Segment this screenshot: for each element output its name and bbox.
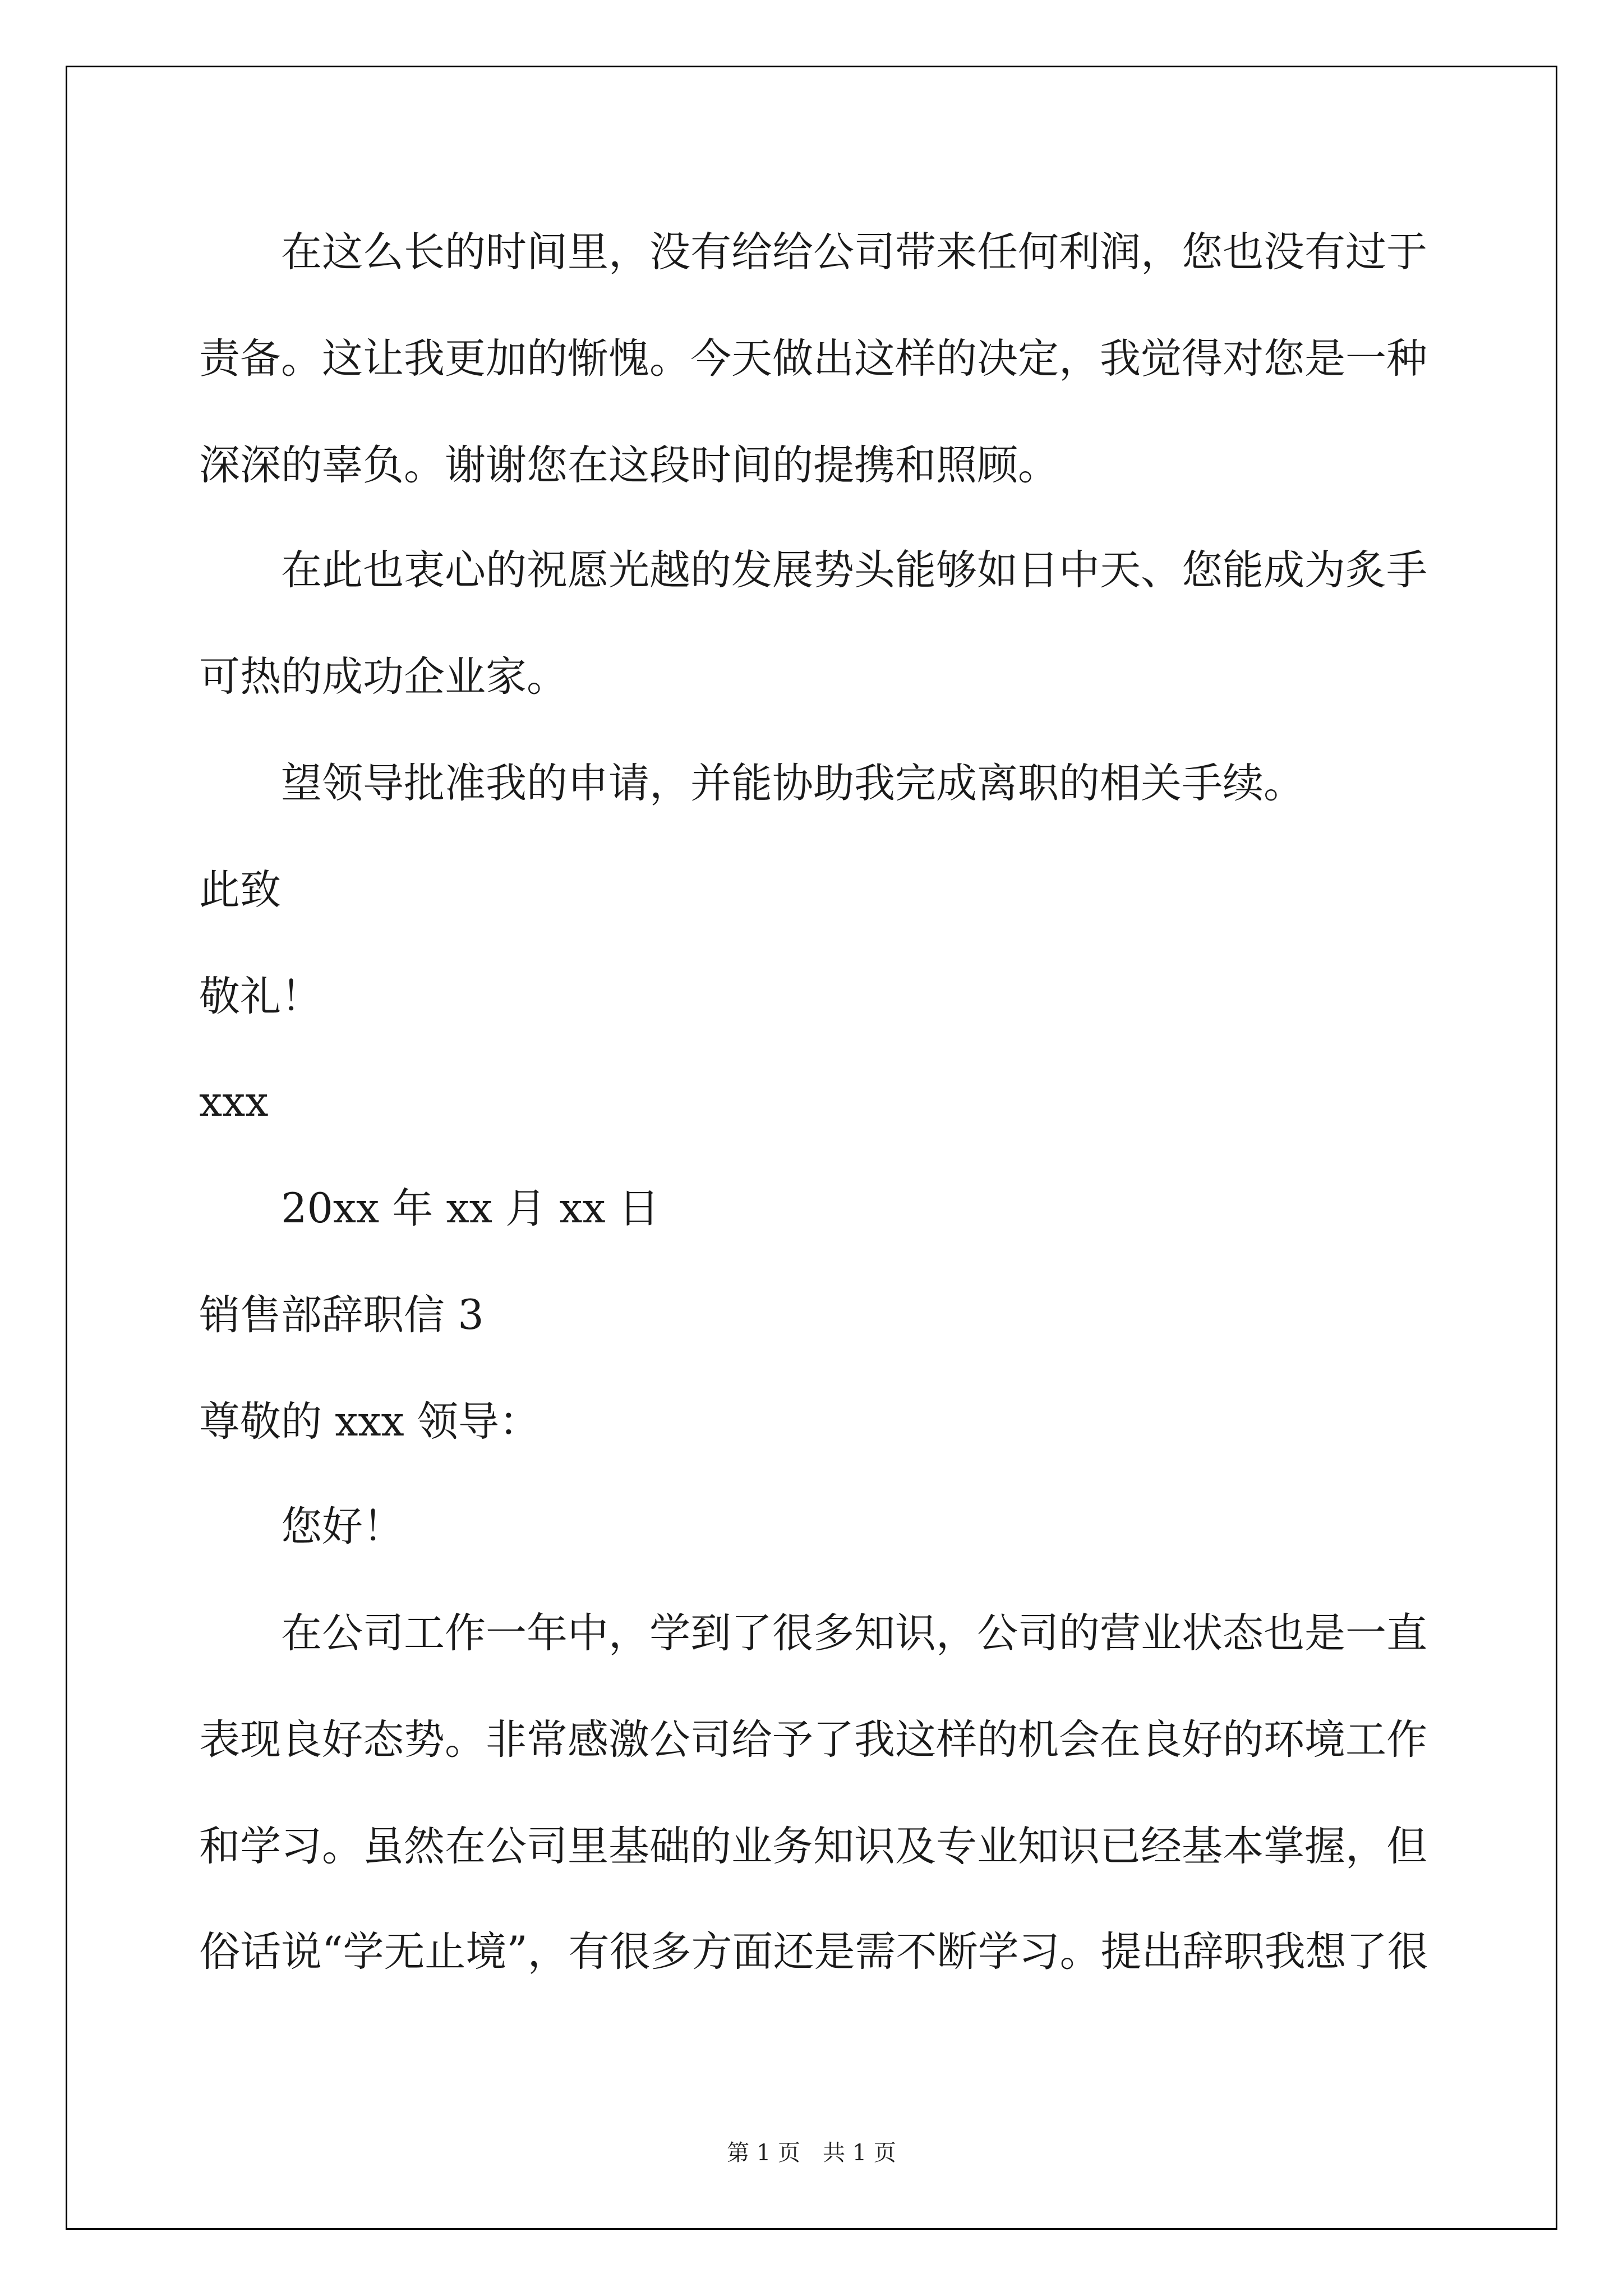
page-number: 第 1 页 — [727, 2140, 800, 2166]
closing-salutation: 此致 — [199, 866, 281, 914]
paragraph-line: 深深的辜负。谢谢您在这段时间的提携和照顾。 — [199, 441, 1059, 489]
greeting: 您好！ — [281, 1503, 404, 1550]
section-title: 销售部辞职信 3 — [199, 1291, 484, 1339]
paragraph-line: 望领导批准我的申请，并能协助我完成离职的相关手续。 — [281, 760, 1304, 807]
paragraph-line: 和学习。虽然在公司里基础的业务知识及专业知识已经基本掌握，但 — [199, 1823, 1427, 1870]
page-footer — [0, 2136, 1623, 2170]
paragraph-line: 责备。这让我更加的惭愧。今天做出这样的决定，我觉得对您是一种 — [199, 335, 1427, 383]
paragraph-line: 可热的成功企业家。 — [199, 653, 568, 701]
page-border — [66, 66, 1557, 2230]
letter-salutation: 尊敬的 xxx 领导： — [199, 1398, 540, 1446]
signature-date: 20xx 年 xx 月 xx 日 — [281, 1185, 660, 1232]
paragraph-line: 俗话说“学无止境”，有很多方面还是需不断学习。提出辞职我想了很 — [199, 1928, 1428, 1976]
page-total: 共 1 页 — [823, 2140, 896, 2166]
paragraph-line: 表现良好态势。非常感激公司给予了我这样的机会在良好的环境工作 — [199, 1716, 1427, 1764]
signature-name: xxx — [199, 1078, 269, 1126]
paragraph-line: 在此也衷心的祝愿光越的发展势头能够如日中天、您能成为炙手 — [281, 546, 1427, 594]
paragraph-line: 在公司工作一年中，学到了很多知识，公司的营业状态也是一直 — [281, 1609, 1427, 1657]
closing-regards: 敬礼！ — [199, 973, 322, 1020]
paragraph-line: 在这么长的时间里，没有给给公司带来任何利润，您也没有过于 — [281, 228, 1427, 276]
